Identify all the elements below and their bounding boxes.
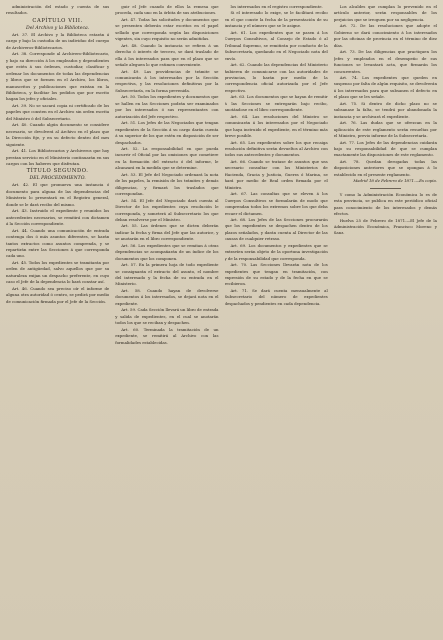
paragraph: Art. 67. Las consultas que se eleven á los Cuerpos Consultivos se formularán de modo que comprendan todos los extremos sobre los que deba recaer el dictamen. — [224, 191, 328, 216]
column-1 — [6, 4, 109, 636]
paragraph: Art. 50. Todos los expedientes y documentos que se hallen en las Secciones podrán ser examinados por los interesados ó sus representantes con autorización del Jefe respectivo. — [115, 94, 219, 119]
paragraph: Art. 75. Si dentro de dicho plazo no se subsanase la falta, se tendrá por abandonada la instancia y se archivará el expediente. — [333, 100, 437, 119]
paragraph: Art. 69. Los documentos y expedientes que se extravíen serán objeto de la oportuna investigación y de la responsabilidad que corresponda. — [224, 242, 328, 261]
paragraph: Art. 68. Los Jefes de las Secciones procurarán que los expedientes se despachen dentro de los plazos señalados, y darán cuenta al Director de las causas de cualquier retraso. — [224, 216, 328, 242]
paragraph: Art. 65. Los expedientes sobre los que recaiga resolución definitiva serán devueltos al Archivo con todos sus antecedentes y documentos. — [224, 139, 328, 158]
closing-line: Madrid 18 de Febrero de 1871.—Es copia. — [353, 178, 437, 184]
paragraph: Art. 38. Corresponde al Archivero-Bibliotecario, y bajo su dirección á los empleados y dependientes que estén á sus órdenes, custodiar, clasificar y ordenar los documentos de todas las dependencias y libros que se formen en el Archivo, los libros, manuscritos y publicaciones que existan en la Biblioteca, y facilitar los pedidos que por escrito hagan los jefes y oficiales. — [6, 51, 110, 102]
paragraph: Art. 63. Los documentos que se hayan de remitir á las Secciones se entregarán bajo recibo, anotándose en el libro correspondiente. — [224, 94, 328, 113]
paragraph: Si el interesado lo exige, se le facilitará recibo en el que conste la fecha de la presentación de su instancia y el número que se le asigne. — [224, 10, 328, 29]
paragraph: Art. 40. Cuando algún documento se considere necesario, se devolverá al Archivo en el plazo que la Dirección fije, y en su defecto dentro del mes siguiente. — [6, 122, 110, 147]
paragraph: los interesados en el registro correspondiente. — [230, 4, 323, 9]
paragraph: Art. 55. Las órdenes que se dicten deberán indicar la fecha y firma del Jefe que las autorice, y se anotarán en el libro correspondiente. — [115, 223, 219, 242]
paragraph: Art. 70. Las Secciones llevarán nota de los expedientes que tengan en tramitación, con expresión de su estado y de la fecha en que se recibieron. — [224, 262, 328, 287]
paragraph: Art. 46. Cuando sea preciso oír el informe de alguna otra autoridad ó centro, se pedirá por medio de comunicación firmada por el Jefe de la Sección. — [6, 285, 110, 304]
paragraph: Art. 78. Quedan derogadas todas las disposiciones anteriores que se opongan á lo establecido en el presente reglamento. — [333, 158, 437, 177]
paragraph: Art. 72. De las resoluciones que adopte el Gobierno se dará conocimiento á los interesados por las oficinas de provincia en el término de diez días. — [333, 23, 437, 48]
paragraph: Art. 41. Los Bibliotecarios y Archiveros que hoy prestan servicio en el Ministerio continuarán en sus cargos con los haberes que disfrutan. — [6, 148, 110, 166]
paragraph: Art. 56. Los expedientes que se remitan á otras dependencias se acompañarán de un índice de los documentos que los componen. — [115, 242, 219, 261]
paragraph: Art. 54. El Jefe del Negociado dará cuenta al Director de los expedientes cuya resolución le corresponda, y someterá al Subsecretario los que deban resolverse por el Ministro. — [115, 197, 219, 222]
paragraph: Art. 64. Las resoluciones del Ministro se comunicarán á los interesados por el Negociado que haya instruido el expediente, en el término más breve posible. — [224, 113, 328, 139]
section-subtitle: Del Archivo y la Biblioteca. — [26, 25, 90, 31]
divider — [370, 188, 401, 189]
column-2 — [115, 4, 218, 636]
paragraph: Art. 66. Cuando se tratase de asuntos que sea necesario consultar con los Ministerios de Hacienda, Gracia y Justicia, Guerra ó Marina, se hará por medio de Real orden firmada por el Ministro. — [224, 158, 328, 190]
paragraph: Art. 59. Cada Sección llevará un libro de entrada y salida de expedientes, en el cual se anotarán todos los que se reciban y despachen. — [115, 307, 219, 326]
paragraph: Art. 62. Cuando las dependencias del Ministerio hubieren de comunicarse con las autoridades de provincias, lo harán por medio de la correspondencia oficial autorizada por el Jefe respectivo. — [224, 62, 328, 93]
paragraph: Art. 39. No se sacará copia ni certificado de los papeles que consten en el Archivo sin orden escrita del Ministro ó del Subsecretario. — [6, 102, 110, 121]
paragraph: Art. 44. Cuando una comunicación de entrada contenga dos ó más asuntos diferentes, se harán tantos extractos como asuntos comprenda, y se repartirán entre las Secciones á que corresponda cada uno. — [6, 227, 110, 259]
paragraph: Art. 37. El Archivo y la Biblioteca estarán á cargo y bajo la custodia de un individuo del cuerpo de Archiveros-Bibliotecarios. — [6, 31, 110, 50]
paragraph: Art. 60. Terminada la tramitación de un expediente, se remitirá al Archivo con las formalidades establecidas. — [115, 326, 219, 345]
section-title: CAPÍTULO VIII. — [32, 17, 83, 24]
section-title: TÍTULO SEGUNDO. — [26, 168, 89, 175]
paragraph: Art. 53. El Jefe del Negociado ordenará la nota de los papeles, la remisión de los trámites y demás diligencias, y firmará los traslados que correspondan. — [115, 171, 219, 197]
paragraph: Art. 48. Cuando la instancia se refiera á un derecho ó interés de tercero, se dará traslado de ella á los interesados para que en el plazo que se señale aleguen lo que estimen conveniente. — [115, 42, 219, 68]
paragraph: Art. 42. El que promueva una instancia ó documento para alguna de las dependencias del Ministerio lo presentará en el Registro general, donde se le dará recibo del mismo. — [6, 182, 110, 207]
paragraph: Art. 74. Los expedientes que queden en suspenso por falta de algún requisito, se devolverán á los interesados para que subsanen el defecto en el plazo que se les señale. — [333, 74, 437, 100]
column-3 — [225, 4, 328, 636]
paragraph: Art. 61. Los expedientes que se pasen á los Cuerpos Consultivos, al Consejo de Estado ó al Tribunal Supremo, se remitirán por conducto de la Subsecretaría, quedando en el Negociado nota del envío. — [224, 29, 328, 61]
paragraph: Art. 45. Todos los expedientes se tramitarán por orden de antigüedad, salvo aquellos que por su naturaleza exijan un despacho preferente, en cuyo caso el Jefe de la dependencia lo hará constar así. — [6, 259, 110, 285]
paragraph: Los alcaldes que cumplan lo prevenido en el artículo anterior, serán responsables de los perjuicios que se irroguen por su negligencia. — [333, 4, 437, 22]
paragraph: Art. 71. Se dará cuenta mensualmente al Subsecretario del número de expedientes despachados y pendientes en cada dependencia. — [224, 287, 328, 306]
paragraph: guir el Jefe cuando de ellos la remesa que proceda, cada uno en la órbita de sus atribuciones. — [115, 4, 219, 16]
section-subtitle: DEL PROCEDIMIENTO. — [29, 176, 86, 182]
paragraph: Art. 57. En la primera hoja de todo expediente se consignarán el extracto del asunto, el nombre del interesado y la fecha de su entrada en el Ministerio. — [115, 262, 219, 287]
paragraph: Art. 73. De las diligencias que practiquen los Jefes y empleados en el desempeño de sus funciones se levantará acta, que firmarán los concurrentes. — [333, 49, 437, 74]
paragraph: Art. 77. Los Jefes de las dependencias cuidarán bajo su responsabilidad de que se cumplan exactamente las disposiciones de este reglamento. — [333, 139, 437, 158]
paragraph: Art. 76. Las dudas que se ofrezcan en la aplicación de este reglamento serán resueltas por el Ministro, previo informe de la Subsecretaría. — [333, 120, 437, 139]
paragraph: Y como la Administración Económica lo es de esta provincia, se publica en este periódico oficial para conocimiento de los interesados y demás efectos. — [333, 191, 437, 217]
closing-signature: Huelva 25 de Febrero de 1871.—El Jefe de la Administración Económica, Francisco Moreno y Sanz. — [333, 217, 437, 236]
paragraph: Art. 58. Cuando hayan de devolverse documentos á los interesados, se dejará nota en el expediente. — [115, 287, 219, 306]
paragraph: administración del estado y cuenta de sus resultados. — [6, 4, 110, 16]
paragraph: Art. 52. La responsabilidad en que pueda incurrir el Oficial por las omisiones que cometiere en la formación del extracto ó del informe, le alcanzará en la medida que se determine. — [115, 145, 219, 171]
paragraph: Art. 49. Las providencias de trámite se comunicarán á los interesados por la Sección respectiva, y las resoluciones definitivas por la Subsecretaría, en la forma prevenida. — [115, 68, 219, 93]
paragraph: Art. 51. Los Jefes de las Negociados que tengan expedientes de la Sección á su cargo darán cuenta á su superior de los que estén en disposición de ser despachados. — [115, 120, 219, 145]
paragraph: Art. 43. Instruido el expediente y reunidos los antecedentes necesarios, se remitirá con dictamen á la Sección correspondiente. — [6, 208, 110, 227]
column-4 — [334, 4, 437, 636]
paragraph: Art. 47. Todas las solicitudes y documentos que se presenten deberán estar escritos en el papel sellado que corresponda según las disposiciones vigentes, sin cuyo requisito no serán admitidas. — [115, 16, 219, 42]
